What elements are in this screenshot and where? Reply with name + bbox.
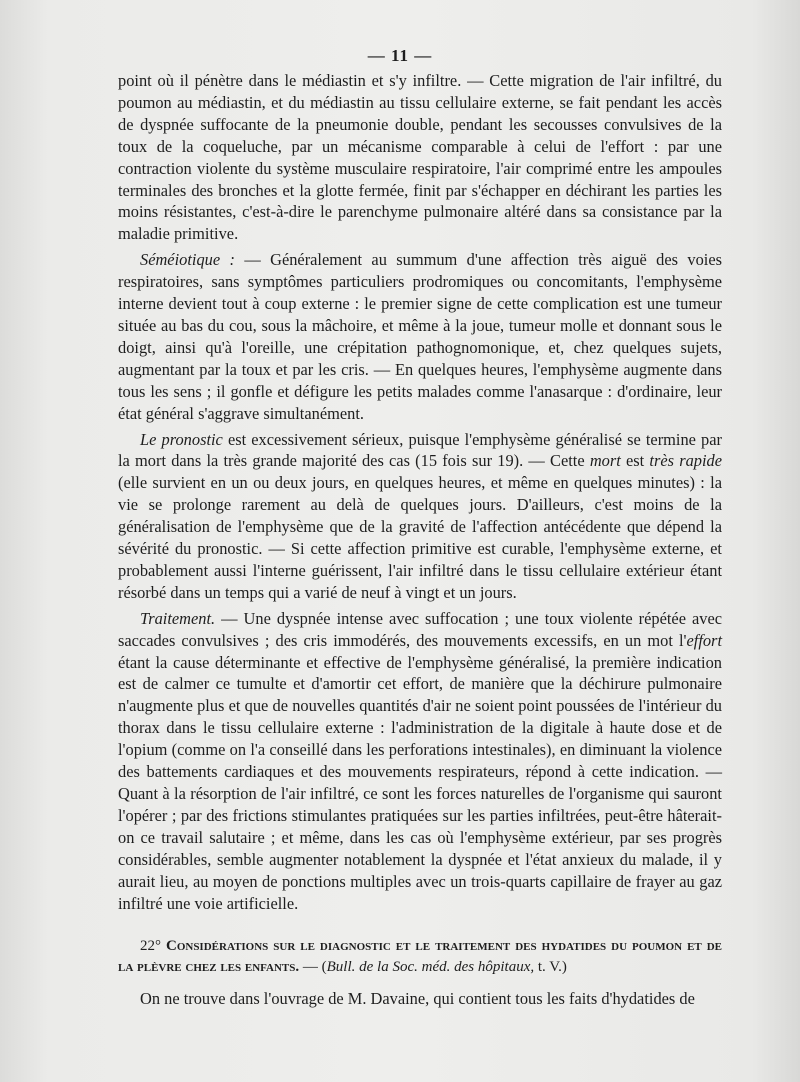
paragraph-text: (elle survient en un ou deux jours, en quelques heures, et même en quelques minutes) : la vie se prolonge rarement au delà de quelques jours. D'ailleurs, c'est moins de la généralisation de l'emphysème que de la gravité de l'affection antécédente que dépend la sévérité du pronostic. — Si cette affection primitive est curable, l'emphysème externe, et probablement aussi l'interne guérissent, l'air infiltré dans le tissu cellulaire extérieur étant résorbé dans un temps qui a varié de neuf à vingt et un jours. bbox=[118, 473, 722, 602]
paragraph-heading: Traitement. bbox=[140, 608, 216, 628]
emphasis-mort: mort bbox=[589, 451, 621, 471]
page-body bbox=[118, 70, 722, 1010]
emphasis-effort: effort bbox=[686, 630, 722, 650]
paragraph-text: est excessivement sérieux, puisque l'emphysème généralisé se termine par la mort dans la très grande majorité des cas (15 fois sur 19). — Cette bbox=[118, 429, 722, 471]
paragraph-text: est bbox=[620, 451, 650, 471]
paragraph-semeiotique bbox=[118, 249, 722, 424]
paragraph-heading: Le pronostic bbox=[140, 429, 223, 449]
section-dash: — ( bbox=[299, 959, 327, 976]
paragraph-text: On ne trouve dans l'ouvrage de M. Davaine, qui contient tous les faits d'hydatides de bbox=[140, 989, 695, 1009]
section-heading bbox=[118, 936, 722, 978]
section-source: Bull. de la Soc. méd. des hôpitaux, bbox=[326, 959, 535, 976]
paragraph-davaine bbox=[118, 988, 722, 1010]
section-volume: t. V.) bbox=[534, 959, 567, 976]
paragraph-text: — Une dyspnée intense avec suffocation ; une toux violente répétée avec saccades convulsives ; des cris immodérés, des mouvements excessifs, en un mot l' bbox=[118, 608, 722, 650]
page-number: — 11 — bbox=[367, 46, 433, 65]
section-number: 22° bbox=[140, 938, 161, 955]
paragraph-migration bbox=[118, 70, 722, 245]
paragraph-text: étant la cause déterminante et effective de l'emphysème généralisé, la première indication est de calmer ce tumulte et d'amortir cet effort, de manière que la déchirure pulmonaire n'augmente plus et que de nouvelles quantités d'air ne soient point poussées de l'intérieur du thorax dans le tissu cellulaire externe : l'administration de la digitale à haute dose et de l'opium (comme on l'a conseillé dans les perforations intestinales), en diminuant la violence des battements cardiaques et des mouvements respirateurs, répond à cette indication. — Quant à la résorption de l'air infiltré, ce sont les forces naturelles de l'organisme qui sauront l'opérer ; par des frictions stimulantes pratiquées sur les parties infiltrées, peut-être hâterait-on ce travail salutaire ; et même, dans les cas où l'emphysème extérieur, par ses progrès considérables, semble augmenter notablement la dyspnée et l'état anxieux du malade, il y aurait lieu, au moyen de ponctions multiples avec un trois-quarts capillaire de frayer au gaz infiltré une voie artificielle. bbox=[118, 652, 722, 913]
paragraph-text: — Généralement au summum d'une affection très aiguë des voies respiratoires, sans symptômes particuliers prodromiques ou concomitants, l'emphysème interne devient tout à coup externe : le premier signe de cette complication est une tumeur située au bas du cou, sous la mâchoire, et même à la joue, tumeur molle et donnant sous le doigt, ainsi qu'à l'oreille, une crépitation pathognomonique, et, chez quelques sujets, augmentant par la toux et par les cris. — En quelques heures, l'emphysème augmente dans tous les sens ; il gonfle et défigure les petits malades comme l'anasarque : d'ordinaire, leur état général s'aggrave simultanément. bbox=[118, 250, 722, 423]
emphasis-tres-rapide: très rapide bbox=[649, 451, 722, 471]
paragraph-text: point où il pénètre dans le médiastin et s'y infiltre. — Cette migration de l'air infiltré, du poumon au médiastin, et du médiastin au tissu cellulaire externe, se fait pendant les accès de dyspnée suffocante de la pneumonie double, pendant les secousses convulsives de la toux de la coqueluche, par un mécanisme comparable à celui de l'effort : par une contraction violente du système musculaire respiratoire, l'air comprimé entre les ampoules terminales des bronches et la glotte fermée, finit par s'échapper en déchirant les parties les moins résistantes, c'est-à-dire le parenchyme pulmonaire altéré dans sa consistance par la maladie primitive. bbox=[118, 71, 722, 244]
paragraph-traitement bbox=[118, 608, 722, 915]
section-title: Considérations sur le diagnostic et le traitement des hydatides du poumon et de la plèvre chez les enfants. bbox=[118, 938, 723, 976]
paragraph-pronostic bbox=[118, 429, 722, 604]
paragraph-heading: Séméiotique : bbox=[140, 250, 235, 270]
